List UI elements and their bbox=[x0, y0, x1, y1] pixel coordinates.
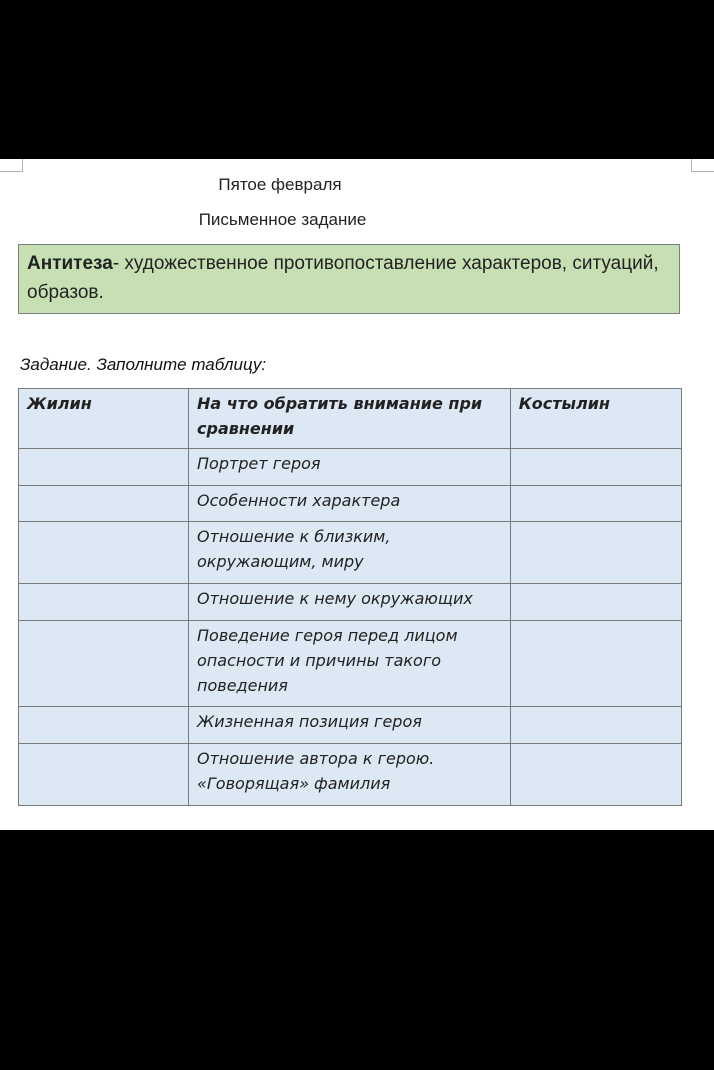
zhilin-cell[interactable] bbox=[19, 486, 189, 522]
zhilin-cell[interactable] bbox=[19, 449, 189, 486]
zhilin-cell[interactable] bbox=[19, 744, 189, 806]
table-row bbox=[19, 449, 682, 486]
criterion-cell: Жизненная позиция героя bbox=[189, 707, 511, 744]
criterion-cell: Отношение автора к герою. «Говорящая» фамилия bbox=[189, 744, 511, 806]
zhilin-cell[interactable] bbox=[19, 707, 189, 744]
column-header-zhilin: Жилин bbox=[19, 389, 189, 449]
kostylin-cell[interactable] bbox=[510, 449, 681, 486]
kostylin-cell[interactable] bbox=[510, 707, 681, 744]
table-row bbox=[19, 522, 682, 584]
document-page bbox=[0, 159, 714, 830]
kostylin-cell[interactable] bbox=[510, 584, 681, 621]
date-heading: Пятое февраля bbox=[218, 175, 342, 194]
kostylin-cell[interactable] bbox=[510, 744, 681, 806]
criterion-cell: Особенности характера bbox=[189, 486, 511, 522]
zhilin-cell[interactable] bbox=[19, 584, 189, 621]
zhilin-cell[interactable] bbox=[19, 522, 189, 584]
kostylin-cell[interactable] bbox=[510, 522, 681, 584]
definition-term: Антитеза bbox=[27, 253, 113, 274]
criterion-cell: Отношение к нему окружающих bbox=[189, 584, 511, 621]
criterion-cell: Поведение героя перед лицом опасности и причины такого поведения bbox=[189, 621, 511, 707]
table-row bbox=[19, 707, 682, 744]
definition-box bbox=[18, 244, 680, 314]
definition-text: - художественное противопоставление характеров, ситуаций, образов. bbox=[27, 253, 659, 303]
table-row bbox=[19, 621, 682, 707]
column-header-kostylin: Костылин bbox=[510, 389, 681, 449]
criterion-cell: Отношение к близким, окружающим, миру bbox=[189, 522, 511, 584]
kostylin-cell[interactable] bbox=[510, 486, 681, 522]
table-row bbox=[19, 744, 682, 806]
assignment-title: Письменное задание bbox=[198, 210, 367, 229]
page-corner-mark-left bbox=[0, 159, 23, 172]
zhilin-cell[interactable] bbox=[19, 621, 189, 707]
column-header-criterion: На что обратить внимание при сравнении bbox=[189, 389, 511, 449]
table-row bbox=[19, 584, 682, 621]
comparison-table bbox=[18, 388, 682, 806]
criterion-cell: Портрет героя bbox=[189, 449, 511, 486]
kostylin-cell[interactable] bbox=[510, 621, 681, 707]
page-corner-mark-right bbox=[691, 159, 714, 172]
table-row bbox=[19, 486, 682, 522]
task-instruction: Задание. Заполните таблицу: bbox=[20, 355, 267, 374]
table-header-row bbox=[19, 389, 682, 449]
